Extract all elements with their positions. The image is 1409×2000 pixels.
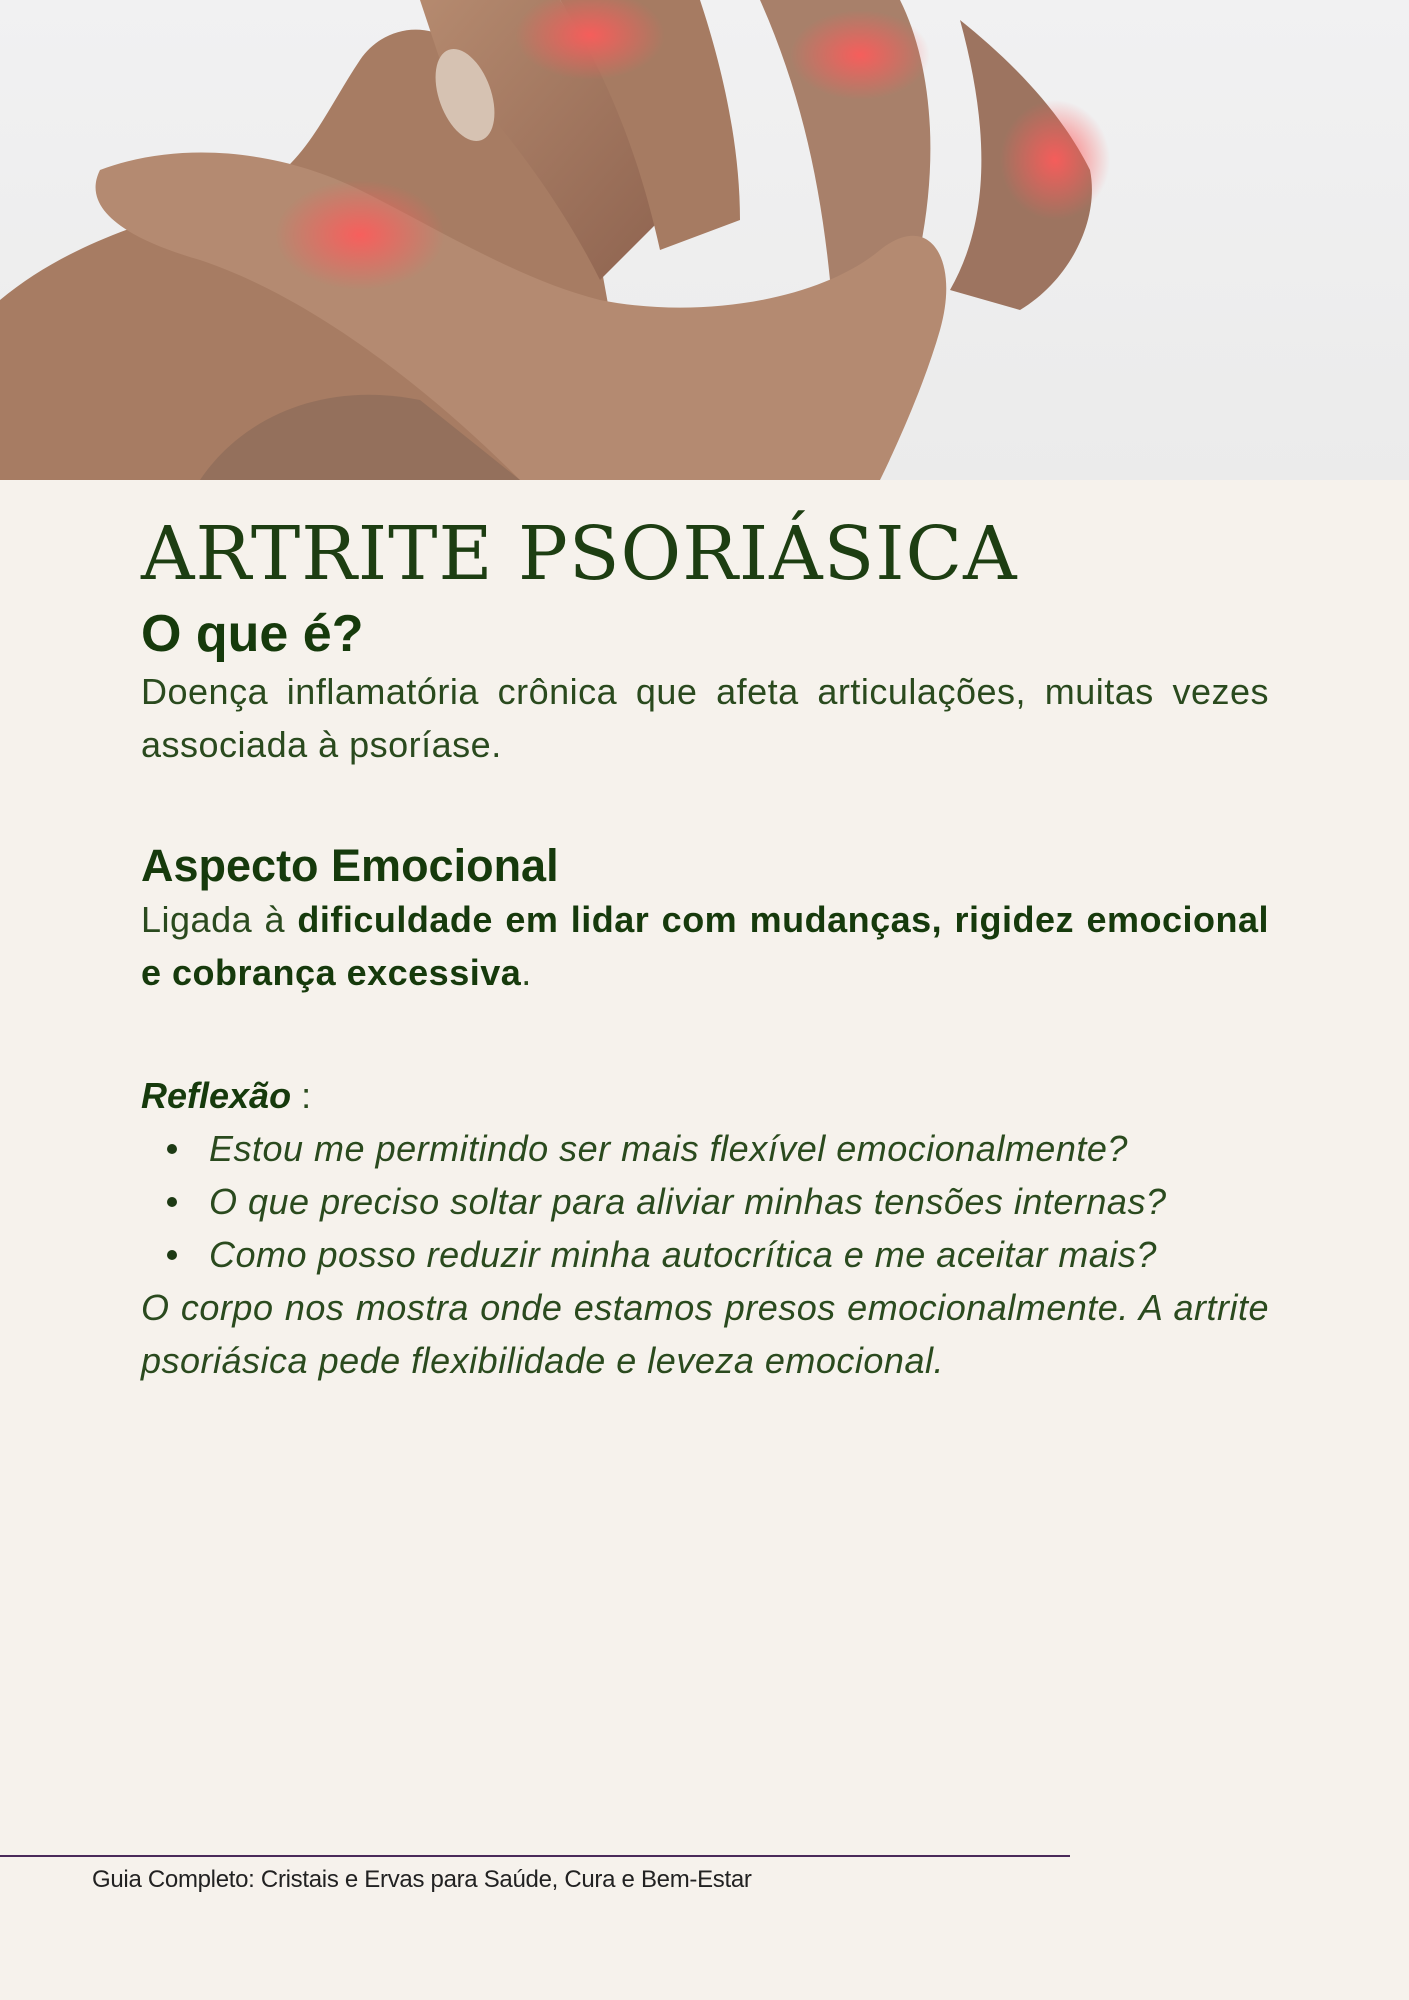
what-is-heading: O que é?: [141, 605, 364, 664]
reflection-label-row: [141, 1069, 1269, 1122]
reflection-questions: [141, 1122, 1269, 1281]
footer-divider: [0, 1855, 1070, 1857]
reflection-label: Reflexão: [141, 1075, 292, 1117]
emotional-text-suffix: .: [521, 952, 532, 994]
list-item: Como posso reduzir minha autocrítica e me aceitar mais?: [209, 1228, 1269, 1281]
emotional-text-bold: dificuldade em lidar com mudanças, rigidez emocional e cobrança excessiva: [141, 899, 1269, 994]
emotional-text: [141, 893, 1269, 999]
emotional-heading: Aspecto Emocional: [141, 840, 559, 892]
page-title: ARTRITE PSORIÁSICA: [141, 511, 1018, 597]
emotional-text-prefix: Ligada à: [141, 899, 298, 941]
hero-photo-hands: [0, 0, 1409, 480]
what-is-text: Doença inflamatória crônica que afeta articulações, muitas vezes associada à psoríase.: [141, 671, 1269, 766]
footer-text: Guia Completo: Cristais e Ervas para Saúde, Cura e Bem-Estar: [92, 1866, 752, 1893]
list-item: O que preciso soltar para aliviar minhas tensões internas?: [209, 1175, 1269, 1228]
closing-text: O corpo nos mostra onde estamos presos emocionalmente. A artrite psoriásica pede flexibilidade e leveza emocional.: [141, 1287, 1269, 1382]
reflection-separator: :: [291, 1075, 312, 1117]
main-content: [141, 480, 1269, 1387]
list-item: Estou me permitindo ser mais flexível emocionalmente?: [209, 1122, 1269, 1175]
